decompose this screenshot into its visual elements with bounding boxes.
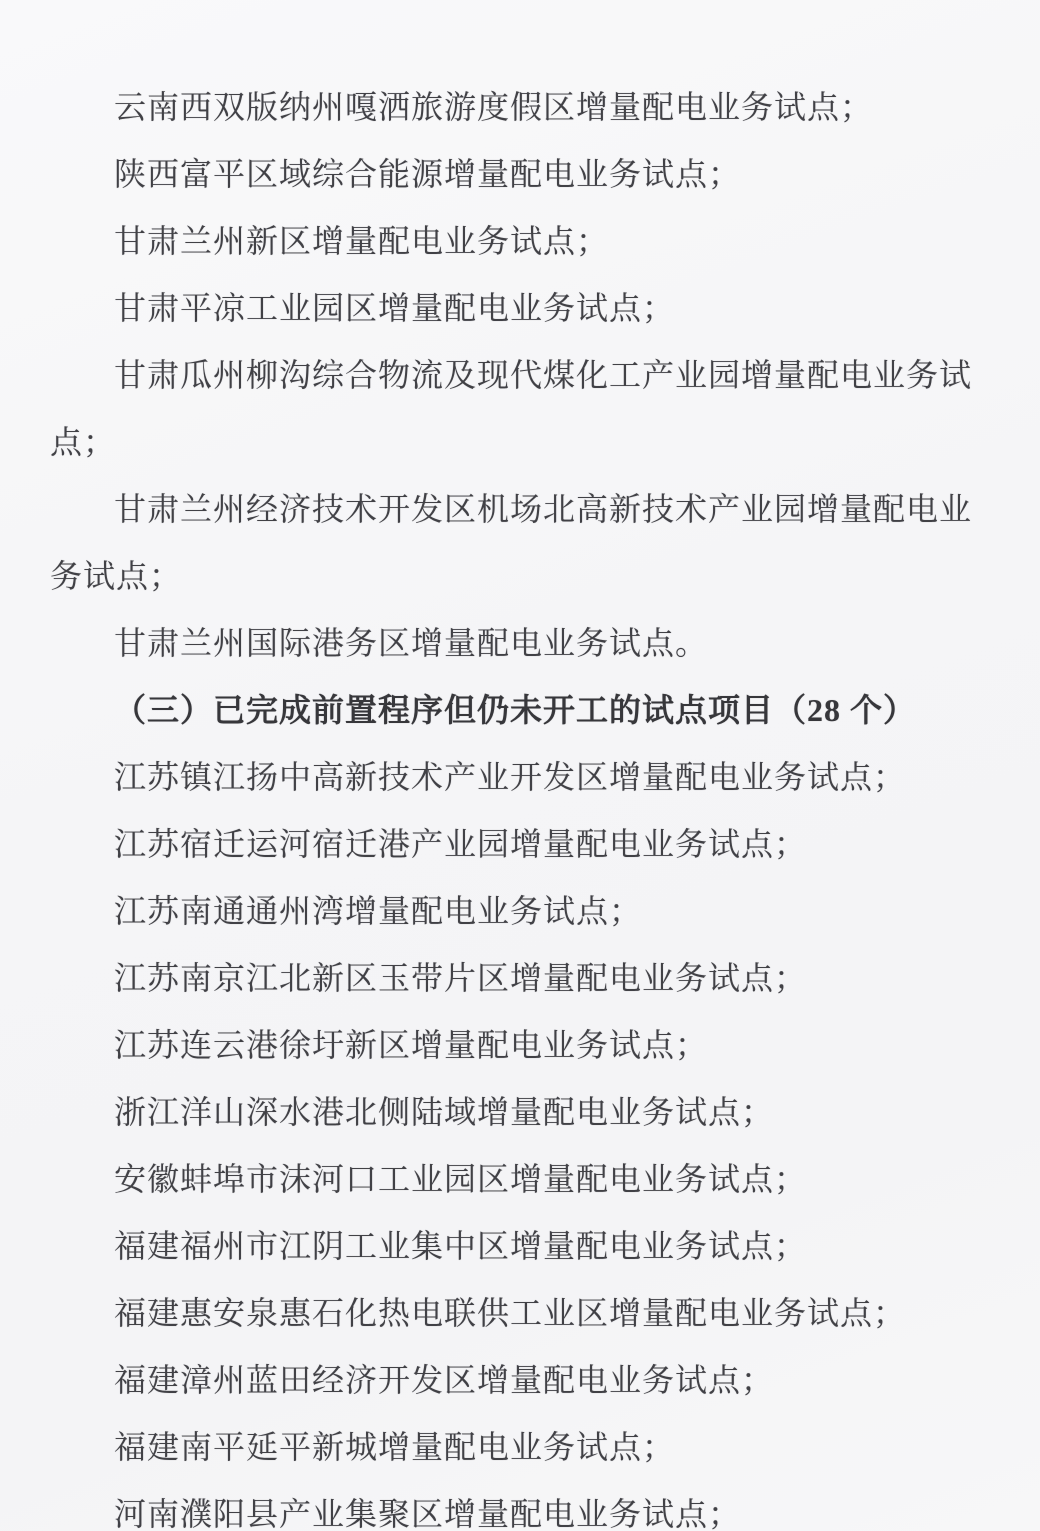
document-paragraph: 陕西富平区域综合能源增量配电业务试点；	[114, 156, 742, 192]
document-paragraph: 甘肃瓜州柳沟综合物流及现代煤化工产业园增量配电业务试点；	[50, 357, 973, 460]
document-paragraph: 福建南平延平新城增量配电业务试点；	[114, 1429, 676, 1465]
document-paragraph: 福建漳州蓝田经济开发区增量配电业务试点；	[114, 1362, 775, 1398]
document-paragraph: 甘肃兰州经济技术开发区机场北高新技术产业园增量配电业务试点；	[50, 491, 973, 594]
document-paragraph: 江苏南京江北新区玉带片区增量配电业务试点；	[114, 960, 808, 996]
document-paragraph: 甘肃兰州新区增量配电业务试点；	[114, 223, 610, 259]
document-paragraph: 福建惠安泉惠石化热电联供工业区增量配电业务试点；	[114, 1295, 907, 1331]
document-paragraph: 甘肃平凉工业园区增量配电业务试点；	[114, 290, 676, 326]
document-text-block	[50, 74, 985, 1531]
section-heading: （三）已完成前置程序但仍未开工的试点项目（28 个）	[114, 692, 917, 728]
document-paragraph: 河南濮阳县产业集聚区增量配电业务试点；	[114, 1496, 742, 1531]
document-paragraph: 浙江洋山深水港北侧陆域增量配电业务试点；	[114, 1094, 775, 1130]
document-paragraph: 江苏宿迁运河宿迁港产业园增量配电业务试点；	[114, 826, 808, 862]
document-paragraph: 江苏南通通州湾增量配电业务试点；	[114, 893, 643, 929]
document-paragraph: 甘肃兰州国际港务区增量配电业务试点。	[114, 625, 709, 661]
document-paragraph: 江苏镇江扬中高新技术产业开发区增量配电业务试点；	[114, 759, 907, 795]
document-paragraph: 福建福州市江阴工业集中区增量配电业务试点；	[114, 1228, 808, 1264]
document-paragraph: 云南西双版纳州嘎洒旅游度假区增量配电业务试点；	[114, 89, 874, 125]
document-paragraph: 安徽蚌埠市沫河口工业园区增量配电业务试点；	[114, 1161, 808, 1197]
document-paragraph: 江苏连云港徐圩新区增量配电业务试点；	[114, 1027, 709, 1063]
